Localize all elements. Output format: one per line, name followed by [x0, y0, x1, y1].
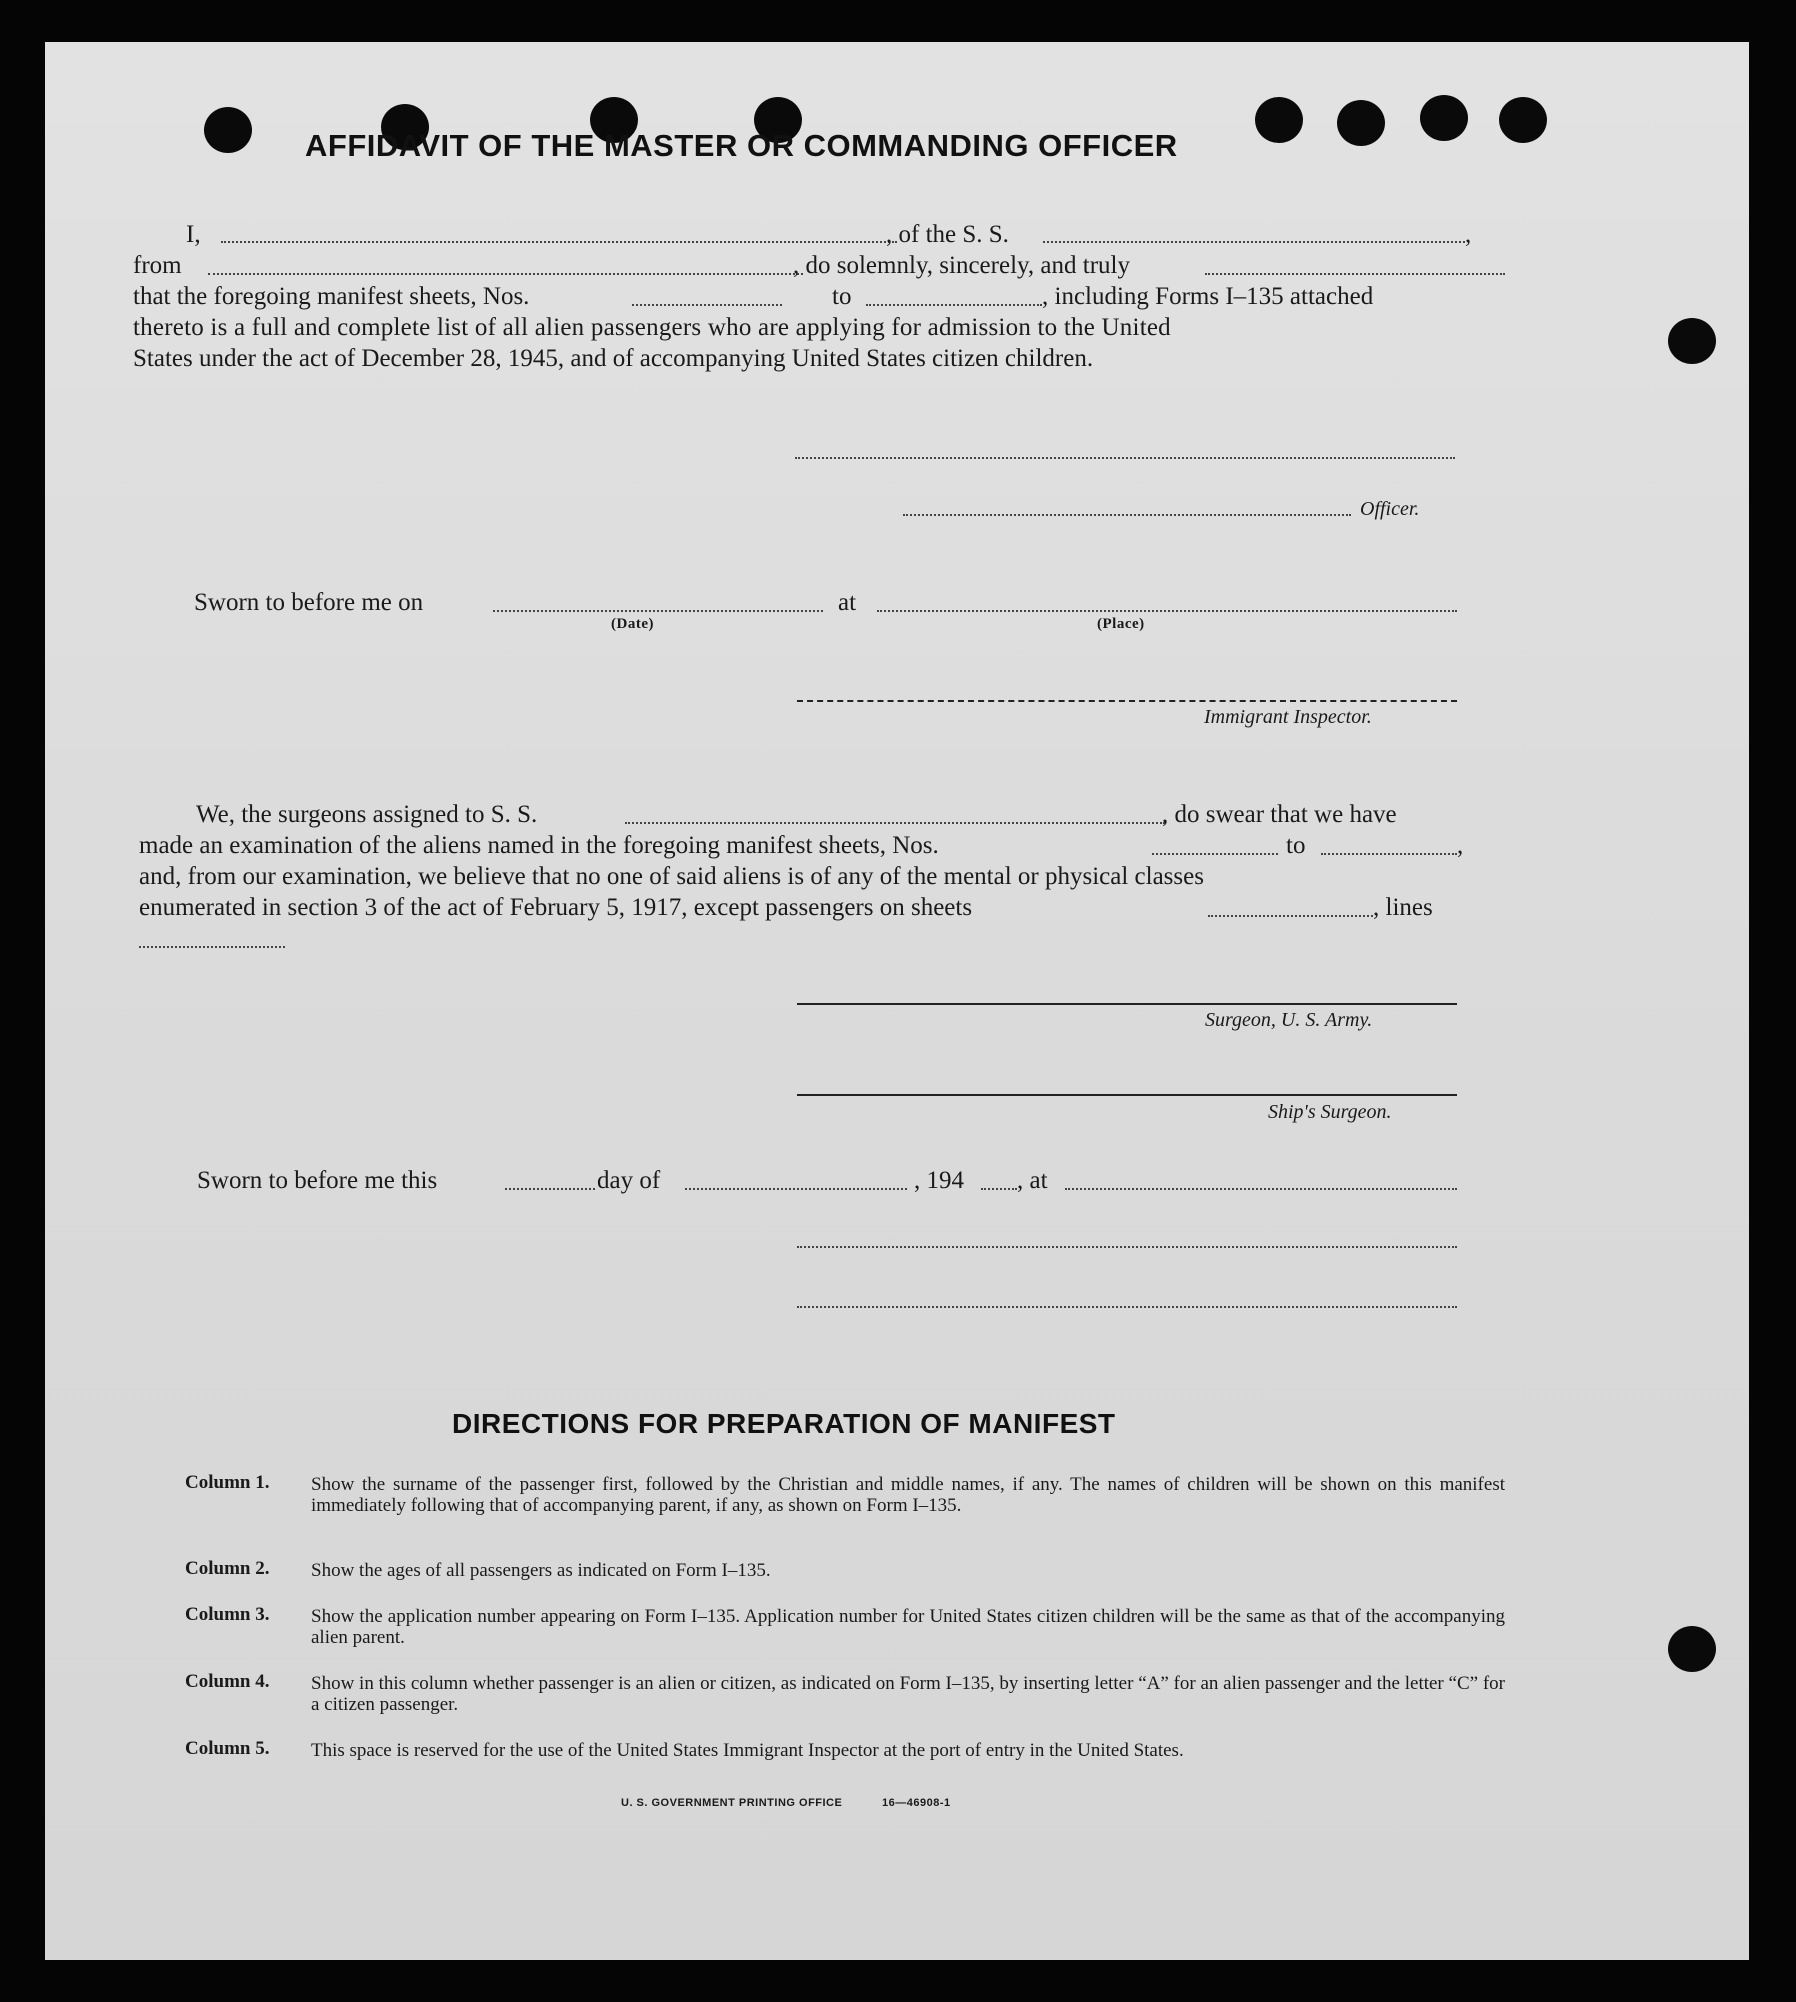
surgeons-sheet-from-field[interactable]: [1152, 853, 1278, 855]
surgeons-line2-end: ,: [1457, 832, 1464, 859]
officer-title-line[interactable]: [903, 514, 1351, 516]
inspector-label: Immigrant Inspector.: [1204, 706, 1372, 728]
army-surgeon-signature-line[interactable]: [797, 1003, 1457, 1005]
column-5-text: This space is reserved for the use of the United States Immigrant Inspector at the port of entry in the United States.: [311, 1740, 1184, 1761]
affidavit-line2-prefix: from: [133, 252, 182, 279]
column-2-label: Column 2.: [185, 1558, 270, 1579]
affidavit-line1-end: ,: [1465, 221, 1472, 248]
punch-hole: [1337, 100, 1385, 146]
affidavit-line3-mid: to: [832, 283, 852, 310]
punch-hole: [1499, 97, 1547, 143]
punch-hole: [1255, 97, 1303, 143]
affidavit-line1-prefix: I,: [186, 221, 201, 248]
from-field[interactable]: [208, 273, 803, 275]
column-3-label: Column 3.: [185, 1604, 270, 1625]
column-3-text: Show the application number appearing on Form I–135. Application number for United States citizen children will be the same as that of the accompanying alien parent.: [311, 1606, 1505, 1648]
affidavit-line4: thereto is a full and complete list of all alien passengers who are applying for admission to the United: [133, 314, 1171, 341]
affidavit-line3-prefix: that the foregoing manifest sheets, Nos.: [133, 283, 530, 310]
sheet-from-field[interactable]: [632, 304, 782, 306]
punch-hole: [204, 107, 252, 153]
surgeons-line3: and, from our examination, we believe that no one of said aliens is of any of the mental or physical classes: [139, 863, 1204, 890]
surgeons-sheet-to-field[interactable]: [1321, 853, 1457, 855]
except-sheets-field[interactable]: [1208, 915, 1373, 917]
surgeons-ship-field[interactable]: [625, 822, 1165, 824]
ship-surgeon-label: Ship's Surgeon.: [1268, 1101, 1392, 1123]
surgeons-line4-end: , lines: [1373, 894, 1433, 921]
sworn2-at: , at: [1017, 1167, 1048, 1194]
punch-hole: [1420, 95, 1468, 141]
date-caption: (Date): [611, 616, 654, 632]
sworn2-prefix: Sworn to before me this: [197, 1167, 438, 1194]
sworn1-at: at: [838, 589, 857, 616]
sworn-date-field[interactable]: [493, 610, 823, 612]
army-surgeon-label: Surgeon, U. S. Army.: [1205, 1009, 1373, 1031]
ship-name-field[interactable]: [1043, 241, 1465, 243]
form-sheet: [45, 42, 1749, 1960]
sworn2-day-field[interactable]: [505, 1188, 595, 1190]
surgeons-line1-prefix: We, the surgeons assigned to S. S.: [196, 801, 538, 828]
name-field[interactable]: [221, 241, 897, 243]
sworn-place-field[interactable]: [877, 610, 1457, 612]
officer-label: Officer.: [1360, 498, 1420, 520]
affidavit-line1-mid: , of the S. S.: [886, 221, 1009, 248]
affidavit-line2-mid: , do solemnly, sincerely, and truly: [793, 252, 1130, 279]
directions-title: DIRECTIONS FOR PREPARATION OF MANIFEST: [452, 1408, 1116, 1439]
punch-hole: [1668, 318, 1716, 364]
lines-field[interactable]: [139, 946, 285, 948]
column-2-text: Show the ages of all passengers as indicated on Form I–135.: [311, 1560, 771, 1581]
printer-imprint: U. S. GOVERNMENT PRINTING OFFICE: [621, 1797, 843, 1809]
affidavit-line3-end: , including Forms I–135 attached: [1042, 283, 1374, 310]
place-caption: (Place): [1097, 616, 1145, 632]
sworn2-signature-line[interactable]: [797, 1246, 1457, 1248]
sworn2-year-field[interactable]: [981, 1188, 1017, 1190]
form-code: 16—46908-1: [882, 1797, 951, 1809]
column-5-label: Column 5.: [185, 1738, 270, 1759]
sheet-to-field[interactable]: [866, 304, 1042, 306]
surgeons-line4-prefix: enumerated in section 3 of the act of February 5, 1917, except passengers on sheets: [139, 894, 973, 921]
affidavit-title: AFFIDAVIT OF THE MASTER OR COMMANDING OFFICER: [305, 128, 1178, 163]
surgeons-line1-end: , do swear that we have: [1162, 801, 1397, 828]
affidavit-line5: States under the act of December 28, 1945, and of accompanying United States citizen children.: [133, 345, 1094, 372]
sworn2-year: , 194: [914, 1167, 964, 1194]
sworn2-title-line[interactable]: [797, 1306, 1457, 1308]
surgeons-line2-mid: to: [1286, 832, 1306, 859]
column-4-label: Column 4.: [185, 1671, 270, 1692]
sworn2-day-of: day of: [597, 1167, 661, 1194]
surgeons-line2-prefix: made an examination of the aliens named in the foregoing manifest sheets, Nos.: [139, 832, 939, 859]
sworn2-place-field[interactable]: [1065, 1188, 1457, 1190]
column-1-label: Column 1.: [185, 1472, 270, 1493]
officer-signature-line[interactable]: [795, 457, 1455, 459]
column-4-text: Show in this column whether passenger is an alien or citizen, as indicated on Form I–135, by inserting letter “A” for an alien passenger and the letter “C” for a citizen passenger.: [311, 1673, 1505, 1715]
sworn2-month-field[interactable]: [685, 1188, 907, 1190]
inspector-signature-line[interactable]: [797, 700, 1457, 702]
sworn1-prefix: Sworn to before me on: [194, 589, 424, 616]
punch-hole: [1668, 1626, 1716, 1672]
column-1-text: Show the surname of the passenger first, followed by the Christian and middle names, if any. The names of children will be shown on this manifest immediately following that of accompanying parent, if any, as shown on Form I–135.: [311, 1474, 1505, 1516]
oath-field[interactable]: [1205, 273, 1505, 275]
ship-surgeon-signature-line[interactable]: [797, 1094, 1457, 1096]
